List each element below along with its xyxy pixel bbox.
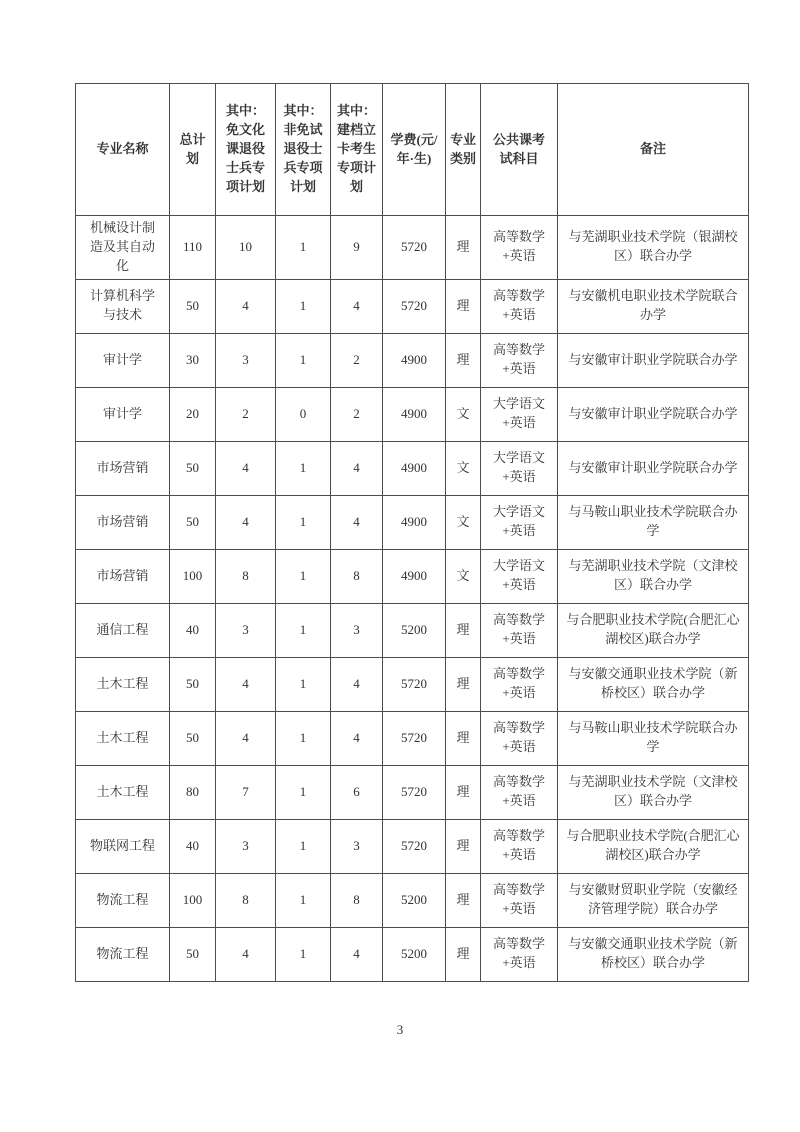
cell-total-plan: 50 [170,441,216,495]
cell-non-exempt-veteran-plan: 1 [276,333,331,387]
admission-plan-table [75,83,749,982]
table-row [76,279,749,333]
cell-public-course: 高等数学+英语 [481,927,558,981]
cell-total-plan: 50 [170,657,216,711]
cell-non-exempt-veteran-plan: 1 [276,216,331,280]
cell-exempt-culture-veteran-plan: 2 [216,387,276,441]
table-row [76,765,749,819]
cell-major-name: 土木工程 [76,657,170,711]
cell-major-name: 市场营销 [76,441,170,495]
cell-non-exempt-veteran-plan: 1 [276,657,331,711]
table-row [76,603,749,657]
header-subject-category: 专业类别 [446,84,481,216]
cell-major-name: 物流工程 [76,927,170,981]
cell-non-exempt-veteran-plan: 1 [276,765,331,819]
cell-major-name: 审计学 [76,387,170,441]
cell-public-course: 高等数学+英语 [481,819,558,873]
cell-tuition: 5200 [383,603,446,657]
cell-major-name: 机械设计制造及其自动化 [76,216,170,280]
cell-subject-category: 理 [446,657,481,711]
cell-poverty-registered-plan: 4 [331,441,383,495]
cell-exempt-culture-veteran-plan: 4 [216,657,276,711]
cell-tuition: 4900 [383,333,446,387]
cell-major-name: 土木工程 [76,711,170,765]
cell-poverty-registered-plan: 2 [331,387,383,441]
header-total-plan: 总计划 [170,84,216,216]
cell-total-plan: 50 [170,279,216,333]
header-remark: 备注 [558,84,749,216]
cell-exempt-culture-veteran-plan: 3 [216,333,276,387]
cell-exempt-culture-veteran-plan: 4 [216,495,276,549]
cell-poverty-registered-plan: 4 [331,657,383,711]
cell-exempt-culture-veteran-plan: 8 [216,549,276,603]
cell-remark: 与安徽审计职业学院联合办学 [558,333,749,387]
cell-major-name: 物联网工程 [76,819,170,873]
cell-exempt-culture-veteran-plan: 4 [216,711,276,765]
cell-non-exempt-veteran-plan: 1 [276,927,331,981]
cell-total-plan: 110 [170,216,216,280]
cell-major-name: 计算机科学与技术 [76,279,170,333]
cell-poverty-registered-plan: 4 [331,711,383,765]
cell-tuition: 4900 [383,441,446,495]
cell-remark: 与芜湖职业技术学院（文津校区）联合办学 [558,549,749,603]
cell-non-exempt-veteran-plan: 1 [276,873,331,927]
cell-exempt-culture-veteran-plan: 3 [216,819,276,873]
cell-subject-category: 理 [446,819,481,873]
cell-subject-category: 文 [446,549,481,603]
cell-subject-category: 理 [446,279,481,333]
cell-major-name: 市场营销 [76,495,170,549]
header-non-exempt-veteran: 其中：非免试退役士兵专项计划 [276,84,331,216]
cell-total-plan: 50 [170,711,216,765]
cell-remark: 与安徽交通职业技术学院（新桥校区）联合办学 [558,657,749,711]
cell-remark: 与安徽财贸职业学院（安徽经济管理学院）联合办学 [558,873,749,927]
cell-total-plan: 80 [170,765,216,819]
cell-total-plan: 40 [170,819,216,873]
cell-poverty-registered-plan: 6 [331,765,383,819]
cell-total-plan: 50 [170,927,216,981]
table-row [76,657,749,711]
cell-non-exempt-veteran-plan: 1 [276,819,331,873]
cell-exempt-culture-veteran-plan: 10 [216,216,276,280]
cell-total-plan: 50 [170,495,216,549]
cell-remark: 与马鞍山职业技术学院联合办学 [558,711,749,765]
cell-tuition: 5720 [383,819,446,873]
cell-subject-category: 理 [446,603,481,657]
cell-tuition: 4900 [383,495,446,549]
cell-tuition: 4900 [383,387,446,441]
cell-public-course: 大学语文+英语 [481,441,558,495]
cell-tuition: 5720 [383,765,446,819]
cell-major-name: 市场营销 [76,549,170,603]
cell-non-exempt-veteran-plan: 1 [276,495,331,549]
cell-subject-category: 理 [446,873,481,927]
cell-non-exempt-veteran-plan: 1 [276,279,331,333]
cell-public-course: 高等数学+英语 [481,711,558,765]
cell-exempt-culture-veteran-plan: 4 [216,927,276,981]
cell-public-course: 高等数学+英语 [481,603,558,657]
cell-tuition: 5720 [383,711,446,765]
header-public-course: 公共课考试科目 [481,84,558,216]
page-number: 3 [396,1022,404,1037]
cell-non-exempt-veteran-plan: 0 [276,387,331,441]
cell-poverty-registered-plan: 4 [331,927,383,981]
cell-public-course: 大学语文+英语 [481,549,558,603]
cell-public-course: 大学语文+英语 [481,387,558,441]
cell-remark: 与安徽机电职业技术学院联合办学 [558,279,749,333]
cell-major-name: 通信工程 [76,603,170,657]
cell-public-course: 高等数学+英语 [481,216,558,280]
cell-remark: 与合肥职业技术学院(合肥汇心湖校区)联合办学 [558,603,749,657]
cell-total-plan: 30 [170,333,216,387]
table-row [76,549,749,603]
cell-major-name: 土木工程 [76,765,170,819]
cell-exempt-culture-veteran-plan: 7 [216,765,276,819]
cell-poverty-registered-plan: 9 [331,216,383,280]
header-tuition: 学费(元/年·生) [383,84,446,216]
cell-remark: 与安徽审计职业学院联合办学 [558,441,749,495]
table-row [76,819,749,873]
cell-exempt-culture-veteran-plan: 8 [216,873,276,927]
cell-tuition: 5200 [383,927,446,981]
table-row [76,711,749,765]
cell-tuition: 5720 [383,216,446,280]
cell-subject-category: 文 [446,441,481,495]
cell-remark: 与合肥职业技术学院(合肥汇心湖校区)联合办学 [558,819,749,873]
cell-poverty-registered-plan: 3 [331,603,383,657]
cell-subject-category: 理 [446,927,481,981]
cell-remark: 与安徽审计职业学院联合办学 [558,387,749,441]
table-row [76,495,749,549]
cell-public-course: 高等数学+英语 [481,333,558,387]
header-exempt-culture-veteran: 其中：免文化课退役士兵专项计划 [216,84,276,216]
table-row [76,216,749,280]
cell-exempt-culture-veteran-plan: 4 [216,441,276,495]
cell-non-exempt-veteran-plan: 1 [276,441,331,495]
cell-remark: 与芜湖职业技术学院（文津校区）联合办学 [558,765,749,819]
cell-tuition: 5720 [383,279,446,333]
cell-tuition: 5200 [383,873,446,927]
table-row [76,333,749,387]
cell-remark: 与马鞍山职业技术学院联合办学 [558,495,749,549]
cell-public-course: 高等数学+英语 [481,657,558,711]
cell-public-course: 高等数学+英语 [481,279,558,333]
cell-subject-category: 理 [446,333,481,387]
cell-poverty-registered-plan: 8 [331,873,383,927]
header-poverty-registered: 其中：建档立卡考生专项计划 [331,84,383,216]
cell-subject-category: 理 [446,711,481,765]
cell-tuition: 5720 [383,657,446,711]
table-row [76,387,749,441]
table-row [76,873,749,927]
cell-non-exempt-veteran-plan: 1 [276,603,331,657]
cell-subject-category: 理 [446,765,481,819]
table-header-row [76,84,749,216]
table-body [76,216,749,982]
cell-total-plan: 40 [170,603,216,657]
table-row [76,441,749,495]
cell-exempt-culture-veteran-plan: 3 [216,603,276,657]
cell-major-name: 物流工程 [76,873,170,927]
table-header [76,84,749,216]
cell-poverty-registered-plan: 3 [331,819,383,873]
cell-public-course: 高等数学+英语 [481,765,558,819]
cell-public-course: 大学语文+英语 [481,495,558,549]
header-major-name: 专业名称 [76,84,170,216]
cell-poverty-registered-plan: 4 [331,495,383,549]
admission-plan-table-wrap [75,83,749,982]
cell-non-exempt-veteran-plan: 1 [276,711,331,765]
table-row [76,927,749,981]
cell-non-exempt-veteran-plan: 1 [276,549,331,603]
cell-poverty-registered-plan: 8 [331,549,383,603]
cell-subject-category: 文 [446,387,481,441]
cell-subject-category: 文 [446,495,481,549]
cell-subject-category: 理 [446,216,481,280]
cell-remark: 与芜湖职业技术学院（银湖校区）联合办学 [558,216,749,280]
cell-tuition: 4900 [383,549,446,603]
cell-total-plan: 100 [170,873,216,927]
cell-exempt-culture-veteran-plan: 4 [216,279,276,333]
cell-poverty-registered-plan: 2 [331,333,383,387]
cell-remark: 与安徽交通职业技术学院（新桥校区）联合办学 [558,927,749,981]
cell-public-course: 高等数学+英语 [481,873,558,927]
cell-total-plan: 100 [170,549,216,603]
cell-major-name: 审计学 [76,333,170,387]
cell-poverty-registered-plan: 4 [331,279,383,333]
cell-total-plan: 20 [170,387,216,441]
